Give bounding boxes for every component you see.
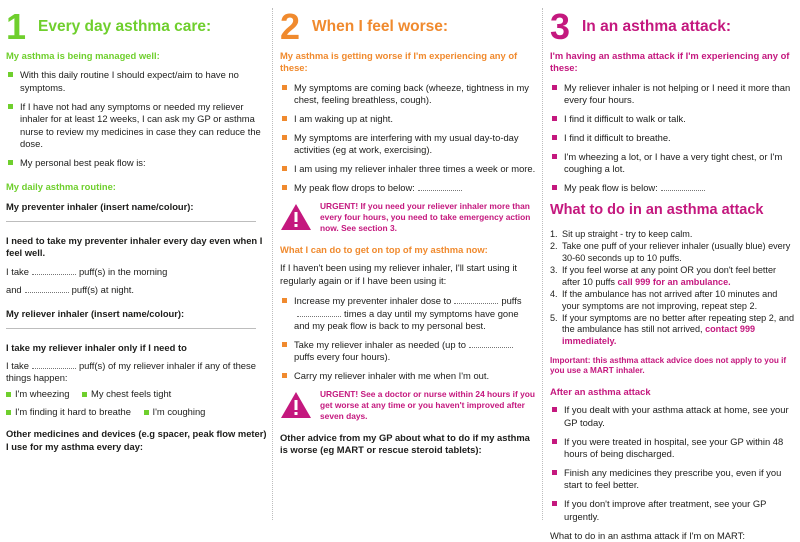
warning-triangle-icon xyxy=(280,203,312,231)
section-when-worse xyxy=(280,0,536,526)
section-every-day-care xyxy=(6,0,268,526)
getting-worse-list xyxy=(280,82,536,195)
square-bullet-icon xyxy=(552,135,557,140)
reliever-puffs-field[interactable] xyxy=(32,361,76,369)
list-item: If I have not had any symptoms or needed my reliever inhaler for at least 12 weeks, I can ask my GP or asthma nurse to review my medicines in case they can reduce the dose. xyxy=(6,101,268,151)
symptom-chip: I'm finding it hard to breathe xyxy=(6,406,131,418)
after-attack-list xyxy=(550,404,794,523)
list-item: I am waking up at night. xyxy=(280,113,536,125)
managed-well-heading: My asthma is being managed well: xyxy=(6,50,160,61)
section-title: In an asthma attack: xyxy=(582,17,732,35)
preventer-name-field[interactable] xyxy=(6,221,256,222)
list-item: If you were treated in hospital, see your GP within 48 hours of being discharged. xyxy=(550,436,794,461)
symptom-chip: My chest feels tight xyxy=(82,388,171,400)
symptom-chip: I'm coughing xyxy=(144,406,206,418)
square-bullet-icon xyxy=(282,342,287,347)
list-item: My peak flow is below: xyxy=(550,182,794,194)
list-item: With this daily routine I should expect/aim to have no symptoms. xyxy=(6,69,268,94)
section-title: When I feel worse: xyxy=(312,17,449,35)
square-bullet-icon xyxy=(552,439,557,444)
managed-well-list xyxy=(6,69,268,169)
morning-dose-line: I take puff(s) in the morning xyxy=(6,265,168,277)
getting-worse-heading: My asthma is getting worse if I'm experiencing any of these: xyxy=(280,50,518,74)
step-item: 2. Take one puff of your reliever inhaler (usually blue) every 30-60 seconds up to 10 puffs. xyxy=(550,241,791,264)
routine-heading: My daily asthma routine: xyxy=(6,181,116,193)
list-item: My peak flow drops to below: xyxy=(280,182,536,194)
urgent-doctor-warning: URGENT! See a doctor or nurse within 24 hours if you get worse at any time or you haven't improved after seven days. xyxy=(280,389,536,422)
what-to-do-heading: What to do in an asthma attack xyxy=(550,202,764,219)
square-bullet-icon xyxy=(144,410,149,415)
times-per-day-field[interactable] xyxy=(297,309,341,317)
list-item: Take my reliever inhaler as needed (up topuffs every four hours). xyxy=(280,339,536,364)
list-item: If you dealt with your asthma attack at home, see your GP today. xyxy=(550,404,794,429)
list-item: I find it difficult to breathe. xyxy=(550,132,794,144)
peak-flow-worse-field[interactable] xyxy=(418,183,462,191)
preventer-label: My preventer inhaler (insert name/colour): xyxy=(6,200,194,212)
list-item: My symptoms are coming back (wheeze, tightness in my chest, feeling breathless, cough). xyxy=(280,82,536,107)
peak-flow-attack-field[interactable] xyxy=(661,183,705,191)
square-bullet-icon xyxy=(552,185,557,190)
list-item: I am using my reliever inhaler three times a week or more. xyxy=(280,163,536,175)
square-bullet-icon xyxy=(552,470,557,475)
symptom-chip: I'm wheezing xyxy=(6,388,69,400)
list-item: I find it difficult to walk or talk. xyxy=(550,113,794,125)
square-bullet-icon xyxy=(6,392,11,397)
reliever-only-note: I take my reliever inhaler only if I need to xyxy=(6,342,187,354)
attack-signs-list xyxy=(550,82,794,195)
column-divider xyxy=(542,8,543,520)
list-item: Carry my reliever inhaler with me when I'm out. xyxy=(280,370,536,382)
reliever-max-puffs-field[interactable] xyxy=(469,340,513,348)
symptom-chips xyxy=(6,388,268,423)
square-bullet-icon xyxy=(552,85,557,90)
todo-list xyxy=(280,295,536,382)
square-bullet-icon xyxy=(552,154,557,159)
square-bullet-icon xyxy=(552,501,557,506)
attack-signs-heading: I'm having an asthma attack if I'm experiencing any of these: xyxy=(550,50,790,74)
square-bullet-icon xyxy=(552,407,557,412)
square-bullet-icon xyxy=(82,392,87,397)
square-bullet-icon xyxy=(282,116,287,121)
increase-dose-field[interactable] xyxy=(454,296,498,304)
section-number: 1 xyxy=(6,6,27,47)
square-bullet-icon xyxy=(8,104,13,109)
warning-triangle-icon xyxy=(280,391,312,419)
column-divider xyxy=(272,8,273,520)
list-item: I'm wheezing a lot, or I have a very tight chest, or I'm coughing a lot. xyxy=(550,151,794,176)
section-number: 2 xyxy=(280,6,301,47)
square-bullet-icon xyxy=(6,410,11,415)
section-header xyxy=(6,6,268,47)
section-number: 3 xyxy=(550,6,571,47)
preventer-every-day-note: I need to take my preventer inhaler every day even when I feel well. xyxy=(6,235,263,259)
list-item: My reliever inhaler is not helping or I need it more than every four hours. xyxy=(550,82,794,107)
todo-heading: What I can do to get on top of my asthma now: xyxy=(280,243,488,255)
mart-attack-label: What to do in an asthma attack if I'm on MART: xyxy=(550,529,745,541)
section-title: Every day asthma care: xyxy=(38,17,212,35)
square-bullet-icon xyxy=(8,72,13,77)
reliever-label: My reliever inhaler (insert name/colour): xyxy=(6,307,185,319)
todo-intro: If I haven't been using my reliever inhaler, I'll start using it regularly again or if I have been using it: xyxy=(280,262,518,286)
square-bullet-icon xyxy=(282,373,287,378)
section-asthma-attack xyxy=(550,0,795,541)
list-item: My personal best peak flow is: xyxy=(6,157,268,169)
attack-steps xyxy=(550,229,794,347)
section-header xyxy=(280,6,536,47)
urgent-reliever-warning: URGENT! If you need your reliever inhaler more than every four hours, you need to take emergency action now. See section 3. xyxy=(280,201,536,234)
step-item: 1. Sit up straight - try to keep calm. xyxy=(550,229,693,240)
square-bullet-icon xyxy=(282,298,287,303)
square-bullet-icon xyxy=(282,85,287,90)
list-item: Increase my preventer inhaler dose to puffstimes a day until my symptoms have gone and my peak flow is back to my personal best. xyxy=(280,295,536,332)
mart-important-note: Important: this asthma attack advice does not apply to you if you use a MART inhaler. xyxy=(550,355,787,376)
step-item: 3. If you feel worse at any point OR you don't feel better after 10 puffs call 999 for an ambulance. xyxy=(550,265,777,287)
square-bullet-icon xyxy=(282,166,287,171)
list-item: Finish any medicines they prescribe you, even if you start to feel better. xyxy=(550,467,794,492)
step-item: 4. If the ambulance has not arrived after 10 minutes and your symptoms are not improving, repeat step 2. xyxy=(550,288,778,311)
square-bullet-icon xyxy=(552,116,557,121)
reliever-dose-line: I take puff(s) of my reliever inhaler if any of these things happen: xyxy=(6,359,256,383)
after-attack-heading: After an asthma attack xyxy=(550,385,651,397)
section-header xyxy=(550,6,794,47)
square-bullet-icon xyxy=(282,135,287,140)
list-item: My symptoms are interfering with my usual day-to-day activities (eg at work, exercising). xyxy=(280,132,536,157)
square-bullet-icon xyxy=(8,160,13,165)
reliever-name-field[interactable] xyxy=(6,328,256,329)
night-puffs-field[interactable] xyxy=(25,285,69,293)
morning-puffs-field[interactable] xyxy=(32,267,76,275)
step-item: 5. If your symptoms are no better after repeating step 2, and the ambulance has still not arrived, contact 999 immediately. xyxy=(550,312,795,346)
list-item: If you don't improve after treatment, see your GP urgently. xyxy=(550,498,794,523)
other-advice-label: Other advice from my GP about what to do if my asthma is worse (eg MART or rescue steroid tablets): xyxy=(280,431,530,456)
square-bullet-icon xyxy=(282,185,287,190)
other-medicines-label: Other medicines and devices (e.g spacer, peak flow meter) I use for my asthma every day: xyxy=(6,428,267,452)
night-dose-line: and puff(s) at night. xyxy=(6,284,135,296)
